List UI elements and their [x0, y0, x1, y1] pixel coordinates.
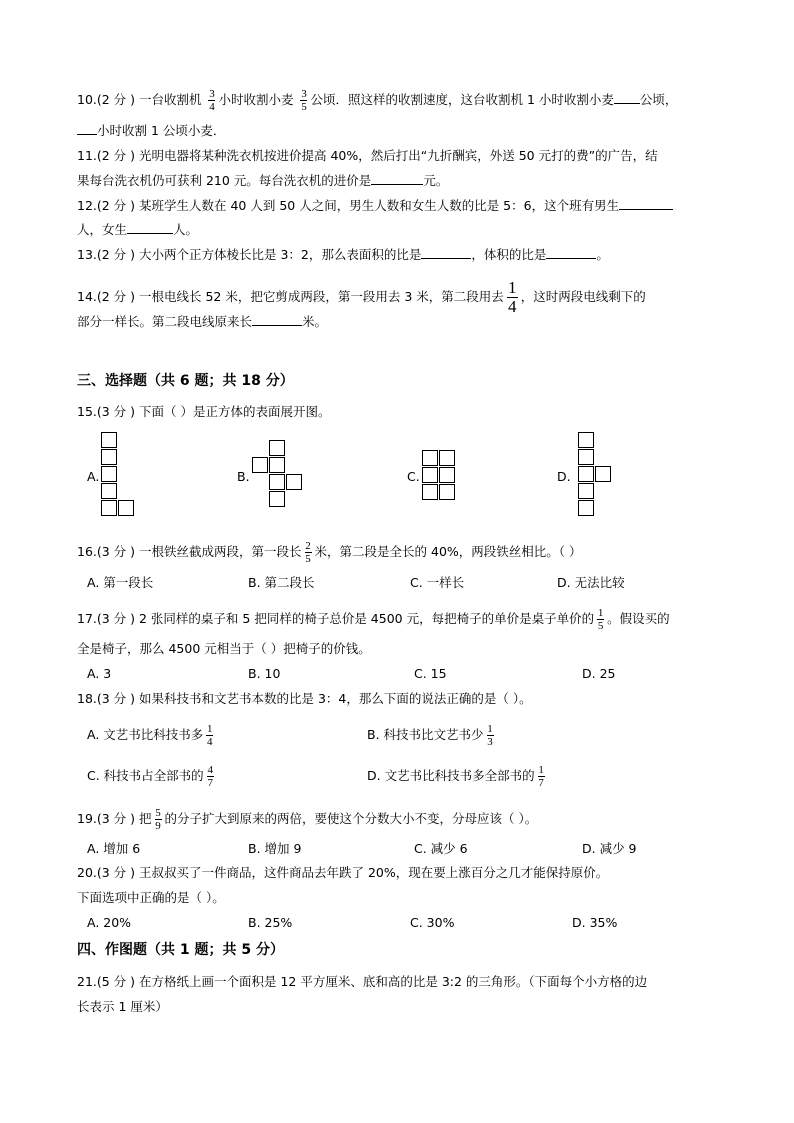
q13-line: 13.(2 分 ) 大小两个正方体棱长比是 3：2，那么表面积的比是 ，体积的比是 。: [77, 247, 609, 262]
option-d[interactable]: D. 文艺书比科技书多全部书的 $\frac{1}{7}$: [367, 764, 544, 789]
answer-blank[interactable]: [127, 222, 173, 234]
q11-line2: 果每台洗衣机仍可获利 210 元。每台洗衣机的进价是 元。: [77, 173, 449, 188]
answer-blank[interactable]: [252, 314, 302, 326]
q11-line1: 11.(2 分 ) 光明电器将某种洗衣机按进价提高 40%，然后打出“九折酬宾，外送 50 元打的费”的广告，结: [77, 148, 658, 163]
option-d[interactable]: D. 35%: [572, 915, 618, 930]
option-d[interactable]: D. 减少 9: [582, 841, 637, 856]
option-c[interactable]: C. 15: [414, 666, 447, 681]
option-d[interactable]: D. 25: [582, 666, 616, 681]
option-a[interactable]: A. 增加 6: [87, 841, 141, 856]
option-b[interactable]: B. 第二段长: [248, 575, 315, 590]
fraction: $\frac{1}{4}$: [508, 278, 517, 316]
q12-line1: 12.(2 分 ) 某班学生人数在 40 人到 50 人之间，男生人数和女生人数的比是 5：6，这个班有男生: [77, 198, 673, 214]
fraction: $\frac{1}{5}$: [597, 607, 604, 632]
option-b[interactable]: B. 增加 9: [248, 841, 302, 856]
option-b[interactable]: B. 10: [248, 666, 281, 681]
option-c[interactable]: C. 30%: [410, 915, 455, 930]
option-d-label[interactable]: D.: [557, 469, 571, 484]
q17-line2: 全是椅子，那么 4500 元相当于（ ）把椅子的价钱。: [77, 641, 371, 656]
option-a[interactable]: A. 文艺书比科技书多 $\frac{1}{4}$: [87, 723, 213, 748]
q16-text: 16.(3 分 ) 一根铁丝截成两段，第一段长 $\frac{2}{5}$ 米，第二段是全长的 40%，两段铁丝相比。（ ）: [77, 540, 582, 565]
option-d[interactable]: D. 无法比较: [557, 575, 625, 590]
fraction: $\frac{1}{7}$: [538, 764, 544, 789]
section-title: 四、作图题（共 1 题；共 5 分）: [77, 942, 284, 958]
fraction: $\frac{2}{5}$: [305, 540, 311, 565]
fraction: $\frac{1}{3}$: [487, 723, 493, 748]
option-b[interactable]: B. 科技书比文艺书少 $\frac{1}{3}$: [367, 723, 493, 748]
q20-line1: 20.(3 分 ) 王叔叔买了一件商品，这件商品去年跌了 20%，现在要上涨百分之几才能保持原价。: [77, 865, 609, 880]
q21-line2: 长表示 1 厘米）: [77, 999, 168, 1014]
option-a-label[interactable]: A.: [87, 469, 100, 484]
q10-line2: 小时收割 1 公顷小麦．: [77, 123, 225, 139]
option-b-label[interactable]: B.: [237, 469, 250, 484]
q19-text: 19.(3 分 ) 把 $\frac{5}{9}$ 的分子扩大到原来的两倍，要使这个分数大小不变，分母应该（ ）。: [77, 807, 538, 832]
fraction: $\frac{1}{4}$: [207, 723, 213, 748]
answer-blank[interactable]: [371, 173, 423, 185]
q21-line1: 21.(5 分 ) 在方格纸上画一个面积是 12 平方厘米、底和高的比是 3:2 的三角形。（下面每个小方格的边: [77, 974, 648, 989]
answer-blank[interactable]: [614, 92, 640, 104]
q18-text: 18.(3 分 ) 如果科技书和文艺书本数的比是 3：4，那么下面的说法正确的是（ ）。: [77, 691, 532, 706]
option-c[interactable]: C. 减少 6: [414, 841, 468, 856]
q14-line2: 部分一样长。第二段电线原来长 米。: [77, 314, 328, 329]
option-a[interactable]: A. 3: [87, 666, 112, 681]
fraction: $\frac{3}{5}$: [301, 88, 307, 113]
fraction: $\frac{3}{4}$: [209, 88, 215, 113]
section-title: 三、选择题（共 6 题；共 18 分）: [77, 373, 294, 389]
answer-blank[interactable]: [619, 198, 673, 210]
q15-text: 15.(3 分 ) 下面（ ）是正方体的表面展开图。: [77, 404, 331, 419]
option-c-label[interactable]: C.: [407, 469, 420, 484]
option-c[interactable]: C. 科技书占全部书的 $\frac{4}{7}$: [87, 764, 213, 789]
fraction: $\frac{4}{7}$: [207, 764, 213, 789]
q14-line1: 14.(2 分 ) 一根电线长 52 米，把它剪成两段，第一段用去 3 米，第二段用去 $\frac{1}{4}$ ，这时两段电线剩下的: [77, 278, 646, 316]
answer-blank[interactable]: [421, 247, 471, 259]
option-b[interactable]: B. 25%: [248, 915, 293, 930]
option-a[interactable]: A. 第一段长: [87, 575, 154, 590]
answer-blank[interactable]: [546, 247, 596, 259]
q20-line2: 下面选项中正确的是（ ）。: [77, 890, 225, 905]
q12-line2: 人，女生 人。: [77, 222, 199, 237]
answer-blank[interactable]: [77, 123, 97, 135]
q17-line1: 17.(3 分 ) 2 张同样的桌子和 5 把同样的椅子总价是 4500 元，每把椅子的单价是桌子单价的 $\frac{1}{5}$ 。假设买的: [77, 607, 670, 632]
option-a[interactable]: A. 20%: [87, 915, 132, 930]
q10-line1: 10.(2 分 ) 一台收割机 $\frac{3}{4}$ 小时收割小麦 $\frac{3}{5}$ 公顷．照这样的收割速度，这台收割机 1 小时收割小麦 公顷，: [77, 88, 678, 113]
option-c[interactable]: C. 一样长: [410, 575, 465, 590]
fraction: $\frac{5}{9}$: [155, 807, 161, 832]
